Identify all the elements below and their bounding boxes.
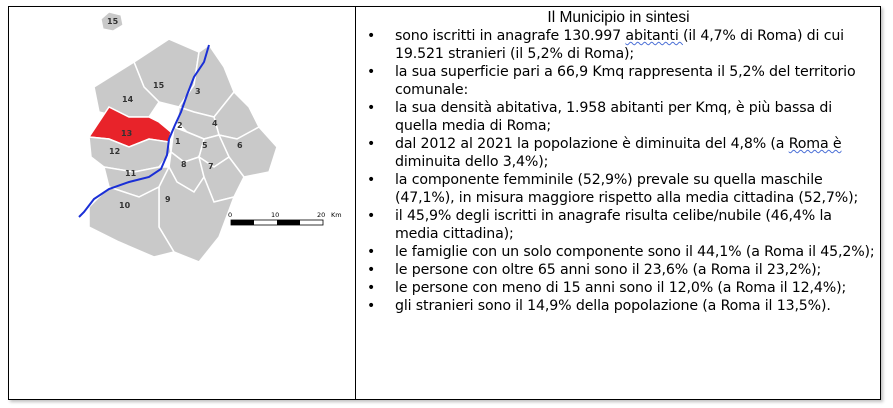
bullet-icon: •	[367, 172, 376, 188]
list-item: • la sua superficie pari a 66,9 Kmq rappresenta il 5,2% del territorio comunale:	[367, 64, 856, 98]
label-13: 13	[121, 129, 133, 138]
label-5: 5	[202, 141, 208, 150]
bullet-icon: •	[367, 298, 376, 314]
list-item: • sono iscritti in anagrafe 130.997 abitanti (il 4,7% di Roma) di cui 19.521 stranieri (il 5,2% di Roma);	[367, 28, 844, 62]
scale-label-20: 20	[317, 211, 326, 219]
label-7: 7	[208, 162, 214, 171]
list-item: • il 45,9% degli iscritti in anagrafe risulta celibe/nubile (46,4% la media cittadina);	[367, 208, 832, 242]
summary-cell	[357, 7, 880, 399]
label-11: 11	[125, 169, 137, 178]
list-item: • la sua densità abitativa, 1.958 abitanti per Kmq, è più bassa di quella media di Roma;	[367, 100, 833, 134]
bullet-icon: •	[367, 262, 376, 278]
bullet-icon: •	[367, 136, 376, 152]
bullet-icon: •	[367, 100, 376, 116]
label-12: 12	[109, 147, 121, 156]
label-3: 3	[195, 87, 201, 96]
label-8: 8	[181, 160, 187, 169]
scale-unit: Km	[331, 211, 342, 219]
label-4: 4	[212, 119, 218, 128]
label-15-top: 15	[107, 17, 119, 26]
list-item: • la componente femminile (52,9%) prevale su quella maschile (47,1%), in misura maggiore rispetto alla media cittadina (52,7%);	[367, 172, 859, 206]
bullet-icon: •	[367, 28, 376, 44]
bullet-icon: •	[367, 280, 376, 296]
label-2: 2	[177, 121, 183, 130]
bullet-icon: •	[367, 244, 376, 260]
list-item: • gli stranieri sono il 14,9% della popolazione (a Roma il 13,5%).	[367, 298, 831, 314]
summary-list	[357, 27, 880, 315]
label-6: 6	[237, 141, 243, 150]
list-item: • le famiglie con un solo componente sono il 44,1% (a Roma il 45,2%);	[367, 244, 875, 260]
label-14: 14	[122, 95, 134, 104]
label-10: 10	[119, 201, 131, 210]
column-divider	[355, 6, 356, 400]
municipi-map	[9, 7, 355, 399]
scale-label-0: 0	[228, 211, 233, 219]
rome-districts-map	[9, 7, 355, 399]
summary-title: Il Municipio in sintesi	[547, 9, 690, 26]
bullet-icon: •	[367, 64, 376, 80]
list-item: • le persone con meno di 15 anni sono il 12,0% (a Roma il 12,4%);	[367, 280, 847, 296]
label-15: 15	[153, 81, 165, 90]
label-9: 9	[165, 195, 171, 204]
label-1: 1	[175, 137, 181, 146]
scale-label-10: 10	[271, 211, 280, 219]
list-item: • le persone con oltre 65 anni sono il 23,6% (a Roma il 23,2%);	[367, 262, 822, 278]
bullet-icon: •	[367, 208, 376, 224]
scale-bar	[228, 211, 342, 225]
list-item: • dal 2012 al 2021 la popolazione è diminuita del 4,8% (a Roma è diminuita dello 3,4%);	[367, 136, 842, 170]
